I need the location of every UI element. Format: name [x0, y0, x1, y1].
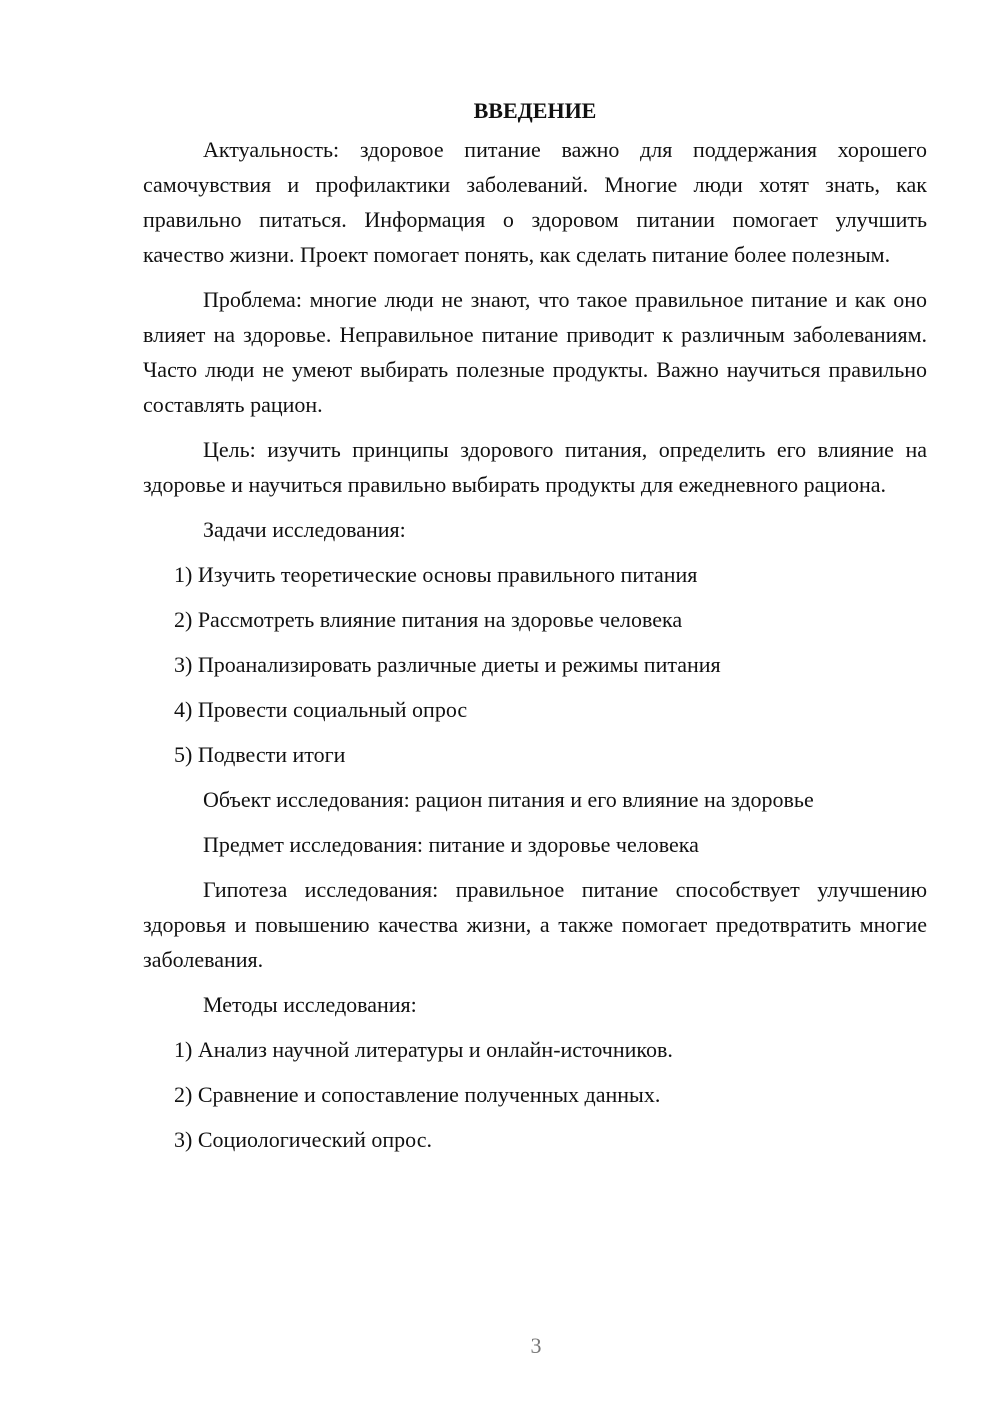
- methods-heading: Методы исследования:: [203, 992, 417, 1017]
- tasks-heading: Задачи исследования:: [203, 517, 406, 542]
- research-subject: Предмет исследования: питание и здоровье человека: [203, 832, 699, 857]
- task-item: 3) Проанализировать различные диеты и режимы питания: [174, 652, 721, 677]
- page-title: ВВЕДЕНИЕ: [473, 98, 597, 123]
- method-item: 2) Сравнение и сопоставление полученных данных.: [174, 1082, 661, 1107]
- method-item: 1) Анализ научной литературы и онлайн-источников.: [174, 1037, 673, 1062]
- method-item: 3) Социологический опрос.: [174, 1127, 432, 1152]
- document-body: [143, 92, 927, 1167]
- problem-paragraph: Проблема: многие люди не знают, что такое правильное питание и как оно влияет на здоровье. Неправильное питание приводит к различным заболеваниям. Часто люди не умеют выбирать полезные продукты. Важно научиться правильно составлять рацион.: [143, 287, 927, 417]
- relevance-paragraph: Актуальность: здоровое питание важно для поддержания хорошего самочувствия и профилактики заболеваний. Многие люди хотят знать, как правильно питаться. Информация о здоровом питании помогает улучшить качество жизни. Проект помогает понять, как сделать питание более полезным.: [143, 137, 927, 267]
- page-number: 3: [530, 1333, 542, 1358]
- hypothesis-paragraph: Гипотеза исследования: правильное питание способствует улучшению здоровья и повышению качества жизни, а также помогает предотвратить многие заболевания.: [143, 877, 927, 972]
- task-item: 2) Рассмотреть влияние питания на здоровье человека: [174, 607, 683, 632]
- task-item: 1) Изучить теоретические основы правильного питания: [174, 562, 698, 587]
- task-item: 5) Подвести итоги: [174, 742, 346, 767]
- task-item: 4) Провести социальный опрос: [174, 697, 468, 722]
- research-object: Объект исследования: рацион питания и его влияние на здоровье: [203, 787, 814, 812]
- goal-paragraph: Цель: изучить принципы здорового питания, определить его влияние на здоровье и научиться правильно выбирать продукты для ежедневного рациона.: [143, 437, 927, 497]
